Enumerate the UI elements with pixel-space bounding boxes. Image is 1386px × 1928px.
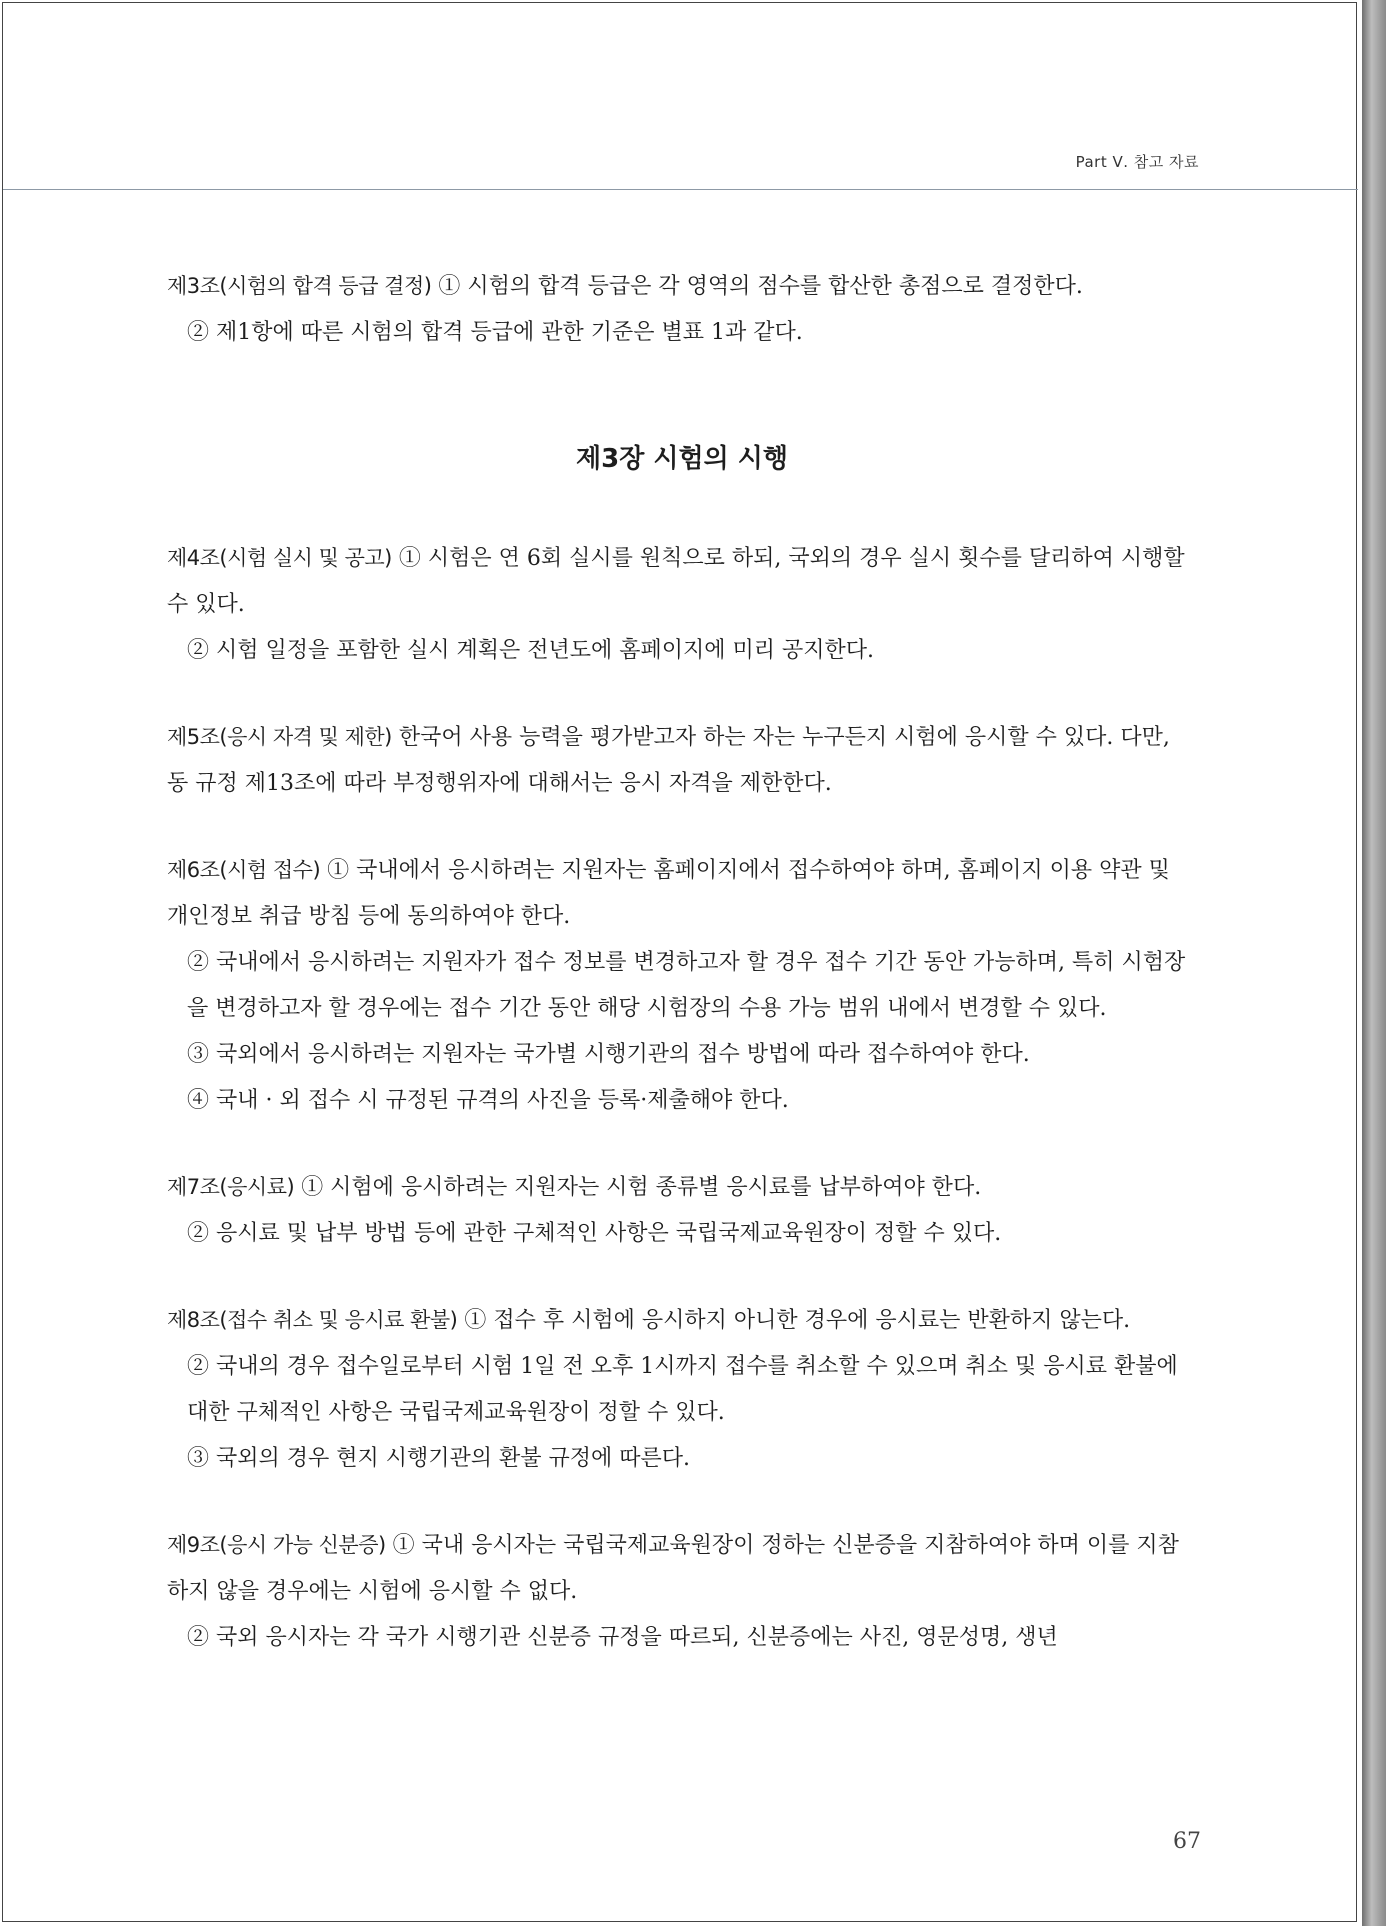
article-first-paragraph: [167, 714, 1197, 807]
article-title: 제6조(시험 접수): [167, 858, 321, 882]
article-title: 제9조(응시 가능 신분증): [167, 1533, 386, 1557]
page-content: [167, 263, 1197, 1701]
article-list-top: [167, 263, 1197, 356]
article: [167, 1522, 1197, 1661]
article-text: 한국어 사용 능력을 평가받고자 하는 자는 누구든지 시험에 응시할 수 있다. 다만, 동 규정 제13조에 따라 부정행위자에 대해서는 응시 자격을 제한한다.: [167, 725, 1170, 796]
article-text: ① 접수 후 시험에 응시하지 아니한 경우에 응시료는 반환하지 않는다.: [464, 1308, 1131, 1333]
article-first-paragraph: [167, 535, 1197, 628]
article-title: 제8조(접수 취소 및 응시료 환불): [167, 1308, 458, 1332]
article: [167, 1164, 1197, 1257]
article-first-paragraph: [167, 263, 1197, 310]
article-first-paragraph: [167, 847, 1197, 940]
article: [167, 263, 1197, 356]
article-text: ① 시험은 연 6회 실시를 원칙으로 하되, 국외의 경우 실시 횟수를 달리하여 시행할 수 있다.: [167, 546, 1185, 617]
article-paragraph: ② 응시료 및 납부 방법 등에 관한 구체적인 사항은 국립국제교육원장이 정할 수 있다.: [187, 1221, 1002, 1246]
header-divider: [3, 189, 1358, 190]
article-paragraph: ④ 국내 · 외 접수 시 규정된 규격의 사진을 등록·제출해야 한다.: [187, 1088, 789, 1113]
article: [167, 1297, 1197, 1482]
article-paragraph: ② 제1항에 따른 시험의 합격 등급에 관한 기준은 별표 1과 같다.: [187, 320, 803, 345]
article-paragraph: ② 국외 응시자는 각 국가 시행기관 신분증 규정을 따르되, 신분증에는 사진, 영문성명, 생년: [187, 1625, 1058, 1650]
article-paragraph: ③ 국외의 경우 현지 시행기관의 환불 규정에 따른다.: [187, 1446, 690, 1471]
article-text: ① 국내 응시자는 국립국제교육원장이 정하는 신분증을 지참하여야 하며 이를 지참하지 않을 경우에는 시험에 응시할 수 없다.: [167, 1533, 1179, 1604]
article: [167, 847, 1197, 1124]
article-first-paragraph: [167, 1297, 1197, 1344]
article: [167, 535, 1197, 674]
section-label: Part Ⅴ. 참고 자료: [1075, 153, 1199, 171]
article-text: ① 국내에서 응시하려는 지원자는 홈페이지에서 접수하여야 하며, 홈페이지 이용 약관 및 개인정보 취급 방침 등에 동의하여야 한다.: [167, 858, 1170, 929]
article-paragraph: ② 국내의 경우 접수일로부터 시험 1일 전 오후 1시까지 접수를 취소할 수 있으며 취소 및 응시료 환불에 대한 구체적인 사항은 국립국제교육원장이 정할 수 있다.: [187, 1354, 1178, 1425]
article: [167, 714, 1197, 807]
article-title: 제7조(응시료): [167, 1175, 295, 1199]
article-title: 제4조(시험 실시 및 공고): [167, 546, 392, 570]
article-paragraph: ② 국내에서 응시하려는 지원자가 접수 정보를 변경하고자 할 경우 접수 기간 동안 가능하며, 특히 시험장을 변경하고자 할 경우에는 접수 기간 동안 해당 시험장의 수용 가능 범위 내에서 변경할 수 있다.: [187, 950, 1186, 1021]
document-page: [2, 2, 1357, 1922]
article-first-paragraph: [167, 1164, 1197, 1211]
book-spine: [1362, 0, 1386, 1926]
article-text: ① 시험의 합격 등급은 각 영역의 점수를 합산한 총점으로 결정한다.: [438, 274, 1083, 299]
article-text: ① 시험에 응시하려는 지원자는 시험 종류별 응시료를 납부하여야 한다.: [301, 1175, 982, 1200]
article-first-paragraph: [167, 1522, 1197, 1615]
page-number: 67: [1173, 1829, 1201, 1854]
article-list: [167, 535, 1197, 1661]
chapter-title: 제3장 시험의 시행: [575, 444, 788, 474]
article-title: 제3조(시험의 합격 등급 결정): [167, 274, 432, 298]
article-title: 제5조(응시 자격 및 제한): [167, 725, 392, 749]
article-paragraph: ② 시험 일정을 포함한 실시 계획은 전년도에 홈페이지에 미리 공지한다.: [187, 638, 874, 663]
article-paragraph: ③ 국외에서 응시하려는 지원자는 국가별 시행기관의 접수 방법에 따라 접수하여야 한다.: [187, 1042, 1030, 1067]
